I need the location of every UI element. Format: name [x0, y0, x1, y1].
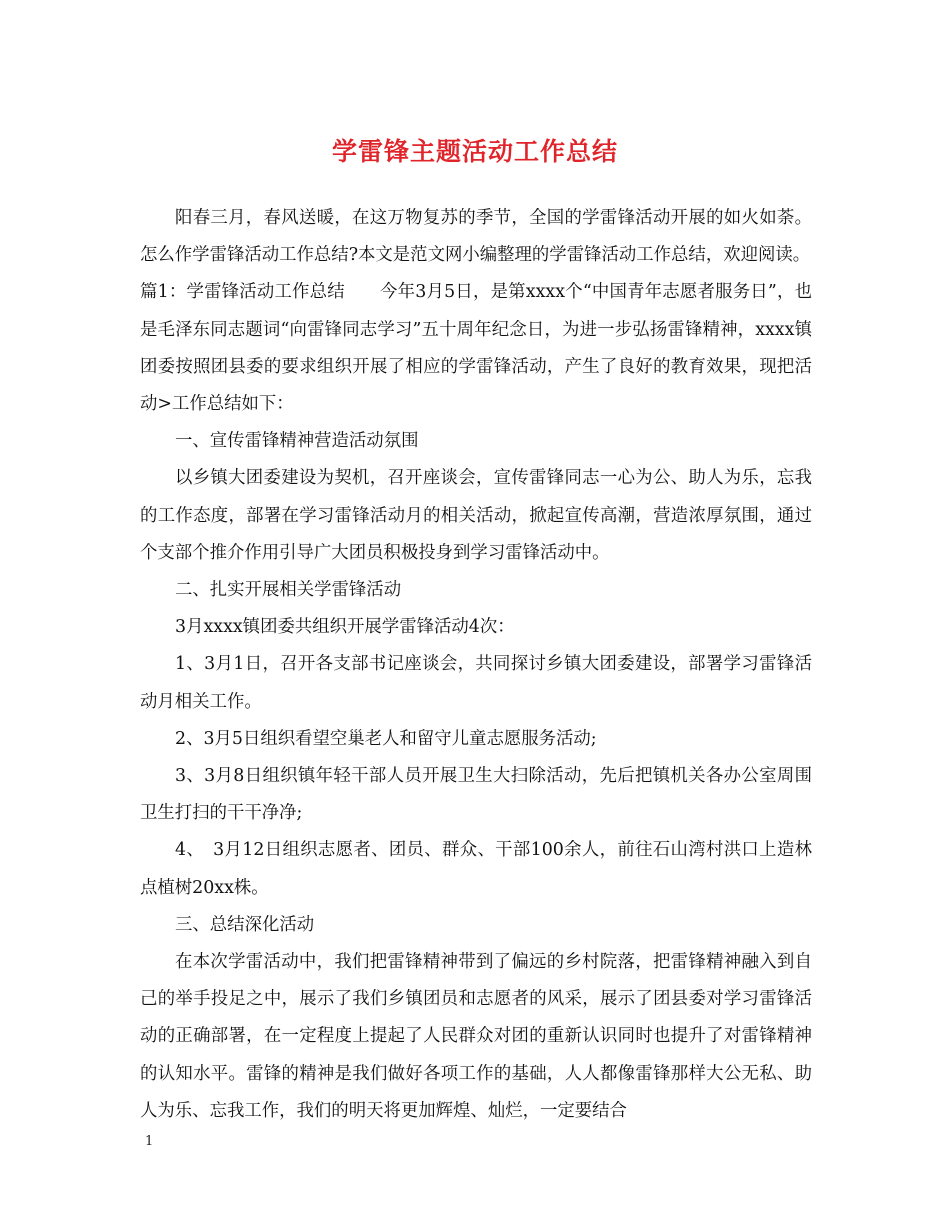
document-body — [140, 200, 812, 1130]
activity-item-2: 2、3月5日组织看望空巢老人和留守儿童志愿服务活动; — [175, 728, 597, 749]
article-1-paragraph: 篇1：学雷锋活动工作总结 今年3月5日，是第xxxx个“中国青年志愿者服务日”，也是毛泽东同志题词“向雷锋同志学习”五十周年纪念日，为进一步弘扬雷锋精神，xxxx镇团委按照团县委的要求组织开展了相应的学雷锋活动，产生了良好的教育效果，现把活动>工作总结如下： — [140, 282, 812, 415]
activity-item-1: 1、3月1日，召开各支部书记座谈会，共同探讨乡镇大团委建设，部署学习雷锋活动月相关工作。 — [140, 654, 812, 712]
page-number: 1 — [145, 1134, 154, 1149]
section-heading-3: 三、总结深化活动 — [175, 914, 315, 935]
section-heading-2: 二、扎实开展相关学雷锋活动 — [175, 580, 402, 601]
activity-item-4: 4、 3月12日组织志愿者、团员、群众、干部100余人，前往石山湾村洪口上造林点植树20xx株。 — [140, 840, 812, 898]
section-heading-1: 一、宣传雷锋精神营造活动氛围 — [175, 431, 419, 452]
intro-paragraph: 阳春三月，春风送暖，在这万物复苏的季节，全国的学雷锋活动开展的如火如荼。怎么作学雷锋活动工作总结?本文是范文网小编整理的学雷锋活动工作总结，欢迎阅读。 — [140, 208, 812, 266]
section-2-intro: 3月xxxx镇团委共组织开展学雷锋活动4次： — [175, 617, 515, 638]
section-1-paragraph: 以乡镇大团委建设为契机，召开座谈会，宣传雷锋同志一心为公、助人为乐，忘我的工作态度，部署在学习雷锋活动月的相关活动，掀起宣传高潮，营造浓厚氛围，通过个支部个推介作用引导广大团员积极投身到学习雷锋活动中。 — [140, 468, 812, 563]
document-title: 学雷锋主题活动工作总结 — [331, 137, 618, 166]
section-3-paragraph: 在本次学雷活动中，我们把雷锋精神带到了偏远的乡村院落，把雷锋精神融入到自己的举手投足之中，展示了我们乡镇团员和志愿者的风采，展示了团县委对学习雷锋活动的正确部署，在一定程度上提起了人民群众对团的重新认识同时也提升了对雷锋精神的认知水平。雷锋的精神是我们做好各项工作的基础，人人都像雷锋那样大公无私、助人为乐、忘我工作，我们的明天将更加辉煌、灿烂，一定要结合 — [140, 952, 812, 1121]
activity-item-3: 3、3月8日组织镇年轻干部人员开展卫生大扫除活动，先后把镇机关各办公室周围卫生打扫的干干净净; — [140, 766, 812, 824]
